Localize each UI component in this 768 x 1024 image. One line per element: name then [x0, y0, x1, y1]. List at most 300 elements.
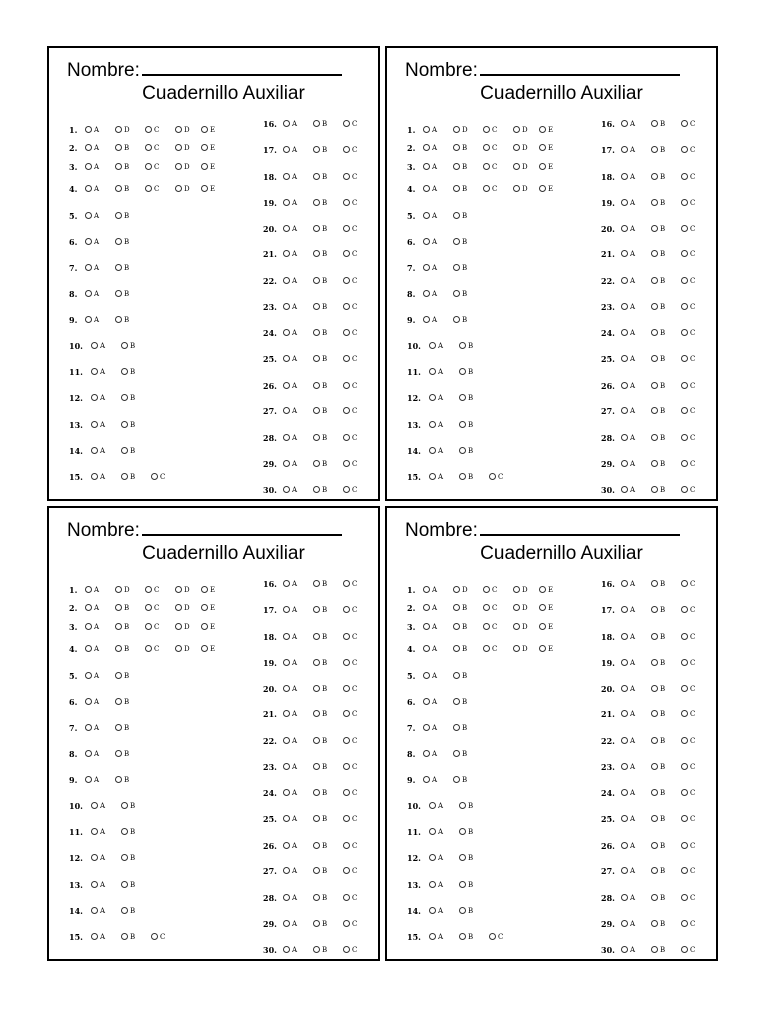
answer-option[interactable] — [483, 142, 498, 154]
answer-option[interactable] — [313, 604, 327, 616]
bubble-icon[interactable] — [175, 645, 182, 652]
answer-option[interactable] — [343, 708, 358, 720]
bubble-icon[interactable] — [621, 355, 628, 362]
answer-option[interactable] — [429, 879, 443, 891]
bubble-icon[interactable] — [539, 586, 546, 593]
answer-option[interactable] — [201, 142, 215, 154]
bubble-icon[interactable] — [343, 920, 350, 927]
bubble-icon[interactable] — [313, 355, 320, 362]
bubble-icon[interactable] — [453, 290, 460, 297]
answer-option[interactable] — [121, 826, 135, 838]
answer-option[interactable] — [115, 262, 129, 274]
answer-option[interactable] — [283, 578, 297, 590]
bubble-icon[interactable] — [115, 316, 122, 323]
bubble-icon[interactable] — [539, 185, 546, 192]
answer-option[interactable] — [313, 171, 327, 183]
answer-option[interactable] — [483, 584, 498, 596]
bubble-icon[interactable] — [201, 623, 208, 630]
bubble-icon[interactable] — [151, 933, 158, 940]
bubble-icon[interactable] — [429, 828, 436, 835]
answer-option[interactable] — [621, 275, 635, 287]
bubble-icon[interactable] — [313, 329, 320, 336]
bubble-icon[interactable] — [651, 685, 658, 692]
answer-option[interactable] — [283, 840, 297, 852]
bubble-icon[interactable] — [423, 623, 430, 630]
bubble-icon[interactable] — [175, 144, 182, 151]
answer-option[interactable] — [423, 314, 437, 326]
bubble-icon[interactable] — [313, 659, 320, 666]
bubble-icon[interactable] — [539, 126, 546, 133]
bubble-icon[interactable] — [85, 672, 92, 679]
answer-option[interactable] — [423, 142, 437, 154]
answer-option[interactable] — [483, 124, 498, 136]
answer-option[interactable] — [343, 761, 358, 773]
bubble-icon[interactable] — [85, 724, 92, 731]
answer-option[interactable] — [681, 405, 696, 417]
bubble-icon[interactable] — [513, 645, 520, 652]
answer-option[interactable] — [115, 643, 129, 655]
answer-option[interactable] — [681, 432, 696, 444]
bubble-icon[interactable] — [651, 946, 658, 953]
answer-option[interactable] — [121, 366, 135, 378]
bubble-icon[interactable] — [313, 946, 320, 953]
bubble-icon[interactable] — [91, 342, 98, 349]
bubble-icon[interactable] — [681, 434, 688, 441]
bubble-icon[interactable] — [621, 173, 628, 180]
bubble-icon[interactable] — [453, 623, 460, 630]
bubble-icon[interactable] — [313, 737, 320, 744]
bubble-icon[interactable] — [513, 623, 520, 630]
answer-option[interactable] — [513, 142, 528, 154]
bubble-icon[interactable] — [91, 447, 98, 454]
answer-option[interactable] — [539, 584, 553, 596]
bubble-icon[interactable] — [283, 867, 290, 874]
bubble-icon[interactable] — [681, 920, 688, 927]
answer-option[interactable] — [343, 432, 358, 444]
bubble-icon[interactable] — [513, 604, 520, 611]
answer-option[interactable] — [175, 142, 190, 154]
bubble-icon[interactable] — [651, 434, 658, 441]
answer-option[interactable] — [681, 484, 696, 496]
answer-option[interactable] — [489, 471, 504, 483]
answer-option[interactable] — [283, 683, 297, 695]
answer-option[interactable] — [459, 931, 473, 943]
bubble-icon[interactable] — [651, 407, 658, 414]
bubble-icon[interactable] — [651, 277, 658, 284]
bubble-icon[interactable] — [313, 199, 320, 206]
answer-option[interactable] — [453, 621, 467, 633]
bubble-icon[interactable] — [651, 867, 658, 874]
answer-option[interactable] — [283, 657, 297, 669]
bubble-icon[interactable] — [681, 710, 688, 717]
bubble-icon[interactable] — [621, 486, 628, 493]
bubble-icon[interactable] — [201, 586, 208, 593]
answer-option[interactable] — [283, 353, 297, 365]
answer-option[interactable] — [651, 380, 665, 392]
answer-option[interactable] — [681, 892, 696, 904]
answer-option[interactable] — [621, 840, 635, 852]
bubble-icon[interactable] — [85, 586, 92, 593]
bubble-icon[interactable] — [429, 473, 436, 480]
bubble-icon[interactable] — [681, 815, 688, 822]
answer-option[interactable] — [651, 405, 665, 417]
bubble-icon[interactable] — [115, 586, 122, 593]
answer-option[interactable] — [313, 458, 327, 470]
bubble-icon[interactable] — [283, 303, 290, 310]
answer-option[interactable] — [459, 800, 473, 812]
bubble-icon[interactable] — [115, 623, 122, 630]
answer-option[interactable] — [145, 183, 160, 195]
bubble-icon[interactable] — [175, 623, 182, 630]
bubble-icon[interactable] — [121, 342, 128, 349]
bubble-icon[interactable] — [651, 382, 658, 389]
answer-option[interactable] — [453, 161, 467, 173]
answer-option[interactable] — [651, 892, 665, 904]
answer-option[interactable] — [651, 353, 665, 365]
bubble-icon[interactable] — [283, 737, 290, 744]
bubble-icon[interactable] — [423, 645, 430, 652]
answer-option[interactable] — [429, 471, 443, 483]
answer-option[interactable] — [459, 366, 473, 378]
answer-option[interactable] — [423, 210, 437, 222]
answer-option[interactable] — [621, 657, 635, 669]
answer-option[interactable] — [283, 735, 297, 747]
bubble-icon[interactable] — [343, 580, 350, 587]
answer-option[interactable] — [91, 826, 105, 838]
answer-option[interactable] — [313, 735, 327, 747]
bubble-icon[interactable] — [313, 173, 320, 180]
bubble-icon[interactable] — [423, 750, 430, 757]
answer-option[interactable] — [651, 683, 665, 695]
bubble-icon[interactable] — [343, 815, 350, 822]
bubble-icon[interactable] — [85, 645, 92, 652]
answer-option[interactable] — [621, 865, 635, 877]
bubble-icon[interactable] — [313, 580, 320, 587]
bubble-icon[interactable] — [483, 185, 490, 192]
bubble-icon[interactable] — [423, 316, 430, 323]
answer-option[interactable] — [651, 484, 665, 496]
answer-option[interactable] — [621, 171, 635, 183]
answer-option[interactable] — [459, 879, 473, 891]
bubble-icon[interactable] — [453, 163, 460, 170]
answer-option[interactable] — [621, 813, 635, 825]
bubble-icon[interactable] — [313, 120, 320, 127]
bubble-icon[interactable] — [453, 586, 460, 593]
bubble-icon[interactable] — [145, 185, 152, 192]
bubble-icon[interactable] — [343, 329, 350, 336]
bubble-icon[interactable] — [651, 633, 658, 640]
answer-option[interactable] — [513, 621, 528, 633]
answer-option[interactable] — [115, 183, 129, 195]
answer-option[interactable] — [91, 471, 105, 483]
bubble-icon[interactable] — [483, 604, 490, 611]
answer-option[interactable] — [145, 621, 160, 633]
bubble-icon[interactable] — [283, 659, 290, 666]
bubble-icon[interactable] — [681, 763, 688, 770]
bubble-icon[interactable] — [429, 447, 436, 454]
bubble-icon[interactable] — [343, 303, 350, 310]
bubble-icon[interactable] — [621, 789, 628, 796]
bubble-icon[interactable] — [513, 586, 520, 593]
bubble-icon[interactable] — [343, 225, 350, 232]
answer-option[interactable] — [513, 161, 528, 173]
answer-option[interactable] — [343, 892, 358, 904]
bubble-icon[interactable] — [115, 163, 122, 170]
answer-option[interactable] — [429, 445, 443, 457]
answer-option[interactable] — [313, 380, 327, 392]
bubble-icon[interactable] — [283, 685, 290, 692]
answer-option[interactable] — [343, 248, 358, 260]
answer-option[interactable] — [681, 578, 696, 590]
answer-option[interactable] — [283, 223, 297, 235]
bubble-icon[interactable] — [85, 238, 92, 245]
bubble-icon[interactable] — [283, 225, 290, 232]
answer-option[interactable] — [283, 327, 297, 339]
answer-option[interactable] — [681, 197, 696, 209]
answer-option[interactable] — [621, 631, 635, 643]
bubble-icon[interactable] — [513, 126, 520, 133]
answer-option[interactable] — [423, 774, 437, 786]
bubble-icon[interactable] — [483, 163, 490, 170]
bubble-icon[interactable] — [651, 894, 658, 901]
bubble-icon[interactable] — [621, 710, 628, 717]
answer-option[interactable] — [423, 183, 437, 195]
answer-option[interactable] — [453, 643, 467, 655]
bubble-icon[interactable] — [621, 329, 628, 336]
bubble-icon[interactable] — [423, 290, 430, 297]
bubble-icon[interactable] — [651, 355, 658, 362]
bubble-icon[interactable] — [621, 633, 628, 640]
answer-option[interactable] — [313, 892, 327, 904]
answer-option[interactable] — [343, 578, 358, 590]
answer-option[interactable] — [423, 161, 437, 173]
bubble-icon[interactable] — [115, 645, 122, 652]
bubble-icon[interactable] — [115, 185, 122, 192]
answer-option[interactable] — [681, 944, 696, 956]
answer-option[interactable] — [539, 161, 553, 173]
bubble-icon[interactable] — [483, 126, 490, 133]
answer-option[interactable] — [429, 392, 443, 404]
bubble-icon[interactable] — [85, 126, 92, 133]
bubble-icon[interactable] — [483, 144, 490, 151]
answer-option[interactable] — [621, 353, 635, 365]
answer-option[interactable] — [539, 602, 553, 614]
bubble-icon[interactable] — [85, 698, 92, 705]
answer-option[interactable] — [621, 118, 635, 130]
bubble-icon[interactable] — [681, 842, 688, 849]
answer-option[interactable] — [483, 602, 498, 614]
bubble-icon[interactable] — [621, 303, 628, 310]
answer-option[interactable] — [151, 931, 166, 943]
answer-option[interactable] — [343, 171, 358, 183]
answer-option[interactable] — [283, 892, 297, 904]
answer-option[interactable] — [121, 471, 135, 483]
answer-option[interactable] — [283, 171, 297, 183]
bubble-icon[interactable] — [201, 144, 208, 151]
answer-option[interactable] — [651, 840, 665, 852]
answer-option[interactable] — [681, 458, 696, 470]
answer-option[interactable] — [283, 405, 297, 417]
bubble-icon[interactable] — [681, 250, 688, 257]
answer-option[interactable] — [283, 631, 297, 643]
bubble-icon[interactable] — [681, 199, 688, 206]
bubble-icon[interactable] — [681, 329, 688, 336]
answer-option[interactable] — [85, 124, 99, 136]
bubble-icon[interactable] — [651, 842, 658, 849]
bubble-icon[interactable] — [313, 407, 320, 414]
answer-option[interactable] — [313, 657, 327, 669]
answer-option[interactable] — [283, 380, 297, 392]
answer-option[interactable] — [459, 852, 473, 864]
bubble-icon[interactable] — [91, 473, 98, 480]
bubble-icon[interactable] — [343, 407, 350, 414]
answer-option[interactable] — [283, 118, 297, 130]
answer-option[interactable] — [121, 392, 135, 404]
bubble-icon[interactable] — [539, 144, 546, 151]
answer-option[interactable] — [145, 161, 160, 173]
bubble-icon[interactable] — [681, 407, 688, 414]
answer-option[interactable] — [283, 484, 297, 496]
bubble-icon[interactable] — [453, 672, 460, 679]
answer-option[interactable] — [121, 340, 135, 352]
bubble-icon[interactable] — [283, 710, 290, 717]
answer-option[interactable] — [115, 696, 129, 708]
answer-option[interactable] — [651, 248, 665, 260]
answer-option[interactable] — [681, 144, 696, 156]
answer-option[interactable] — [115, 722, 129, 734]
answer-option[interactable] — [343, 458, 358, 470]
bubble-icon[interactable] — [343, 842, 350, 849]
bubble-icon[interactable] — [121, 421, 128, 428]
bubble-icon[interactable] — [453, 698, 460, 705]
answer-option[interactable] — [283, 944, 297, 956]
answer-option[interactable] — [91, 931, 105, 943]
answer-option[interactable] — [453, 142, 467, 154]
bubble-icon[interactable] — [283, 894, 290, 901]
answer-option[interactable] — [453, 288, 467, 300]
answer-option[interactable] — [423, 124, 437, 136]
answer-option[interactable] — [343, 353, 358, 365]
answer-option[interactable] — [681, 735, 696, 747]
bubble-icon[interactable] — [115, 238, 122, 245]
bubble-icon[interactable] — [175, 126, 182, 133]
answer-option[interactable] — [681, 708, 696, 720]
answer-option[interactable] — [115, 621, 129, 633]
bubble-icon[interactable] — [145, 144, 152, 151]
answer-option[interactable] — [423, 621, 437, 633]
bubble-icon[interactable] — [681, 277, 688, 284]
answer-option[interactable] — [343, 223, 358, 235]
answer-option[interactable] — [175, 621, 190, 633]
answer-option[interactable] — [313, 631, 327, 643]
bubble-icon[interactable] — [489, 473, 496, 480]
answer-option[interactable] — [621, 578, 635, 590]
bubble-icon[interactable] — [621, 815, 628, 822]
bubble-icon[interactable] — [175, 604, 182, 611]
bubble-icon[interactable] — [91, 854, 98, 861]
answer-option[interactable] — [539, 621, 553, 633]
answer-option[interactable] — [681, 118, 696, 130]
bubble-icon[interactable] — [343, 120, 350, 127]
answer-option[interactable] — [343, 484, 358, 496]
answer-option[interactable] — [283, 144, 297, 156]
bubble-icon[interactable] — [283, 842, 290, 849]
answer-option[interactable] — [681, 248, 696, 260]
bubble-icon[interactable] — [453, 776, 460, 783]
answer-option[interactable] — [175, 584, 190, 596]
answer-option[interactable] — [539, 183, 553, 195]
bubble-icon[interactable] — [681, 685, 688, 692]
bubble-icon[interactable] — [459, 421, 466, 428]
answer-option[interactable] — [621, 708, 635, 720]
bubble-icon[interactable] — [85, 750, 92, 757]
answer-option[interactable] — [651, 708, 665, 720]
answer-option[interactable] — [483, 183, 498, 195]
answer-option[interactable] — [343, 840, 358, 852]
answer-option[interactable] — [85, 210, 99, 222]
bubble-icon[interactable] — [343, 737, 350, 744]
bubble-icon[interactable] — [429, 802, 436, 809]
answer-option[interactable] — [681, 813, 696, 825]
bubble-icon[interactable] — [423, 264, 430, 271]
bubble-icon[interactable] — [121, 881, 128, 888]
answer-option[interactable] — [121, 419, 135, 431]
bubble-icon[interactable] — [539, 163, 546, 170]
bubble-icon[interactable] — [651, 329, 658, 336]
bubble-icon[interactable] — [91, 907, 98, 914]
answer-option[interactable] — [459, 392, 473, 404]
answer-option[interactable] — [343, 944, 358, 956]
bubble-icon[interactable] — [313, 894, 320, 901]
answer-option[interactable] — [681, 631, 696, 643]
answer-option[interactable] — [85, 722, 99, 734]
bubble-icon[interactable] — [621, 946, 628, 953]
answer-option[interactable] — [91, 905, 105, 917]
bubble-icon[interactable] — [343, 894, 350, 901]
answer-option[interactable] — [121, 800, 135, 812]
bubble-icon[interactable] — [651, 789, 658, 796]
bubble-icon[interactable] — [91, 394, 98, 401]
bubble-icon[interactable] — [453, 604, 460, 611]
answer-option[interactable] — [453, 670, 467, 682]
answer-option[interactable] — [651, 171, 665, 183]
answer-option[interactable] — [459, 445, 473, 457]
bubble-icon[interactable] — [91, 828, 98, 835]
bubble-icon[interactable] — [621, 277, 628, 284]
bubble-icon[interactable] — [423, 776, 430, 783]
answer-option[interactable] — [651, 604, 665, 616]
bubble-icon[interactable] — [651, 486, 658, 493]
bubble-icon[interactable] — [313, 460, 320, 467]
answer-option[interactable] — [621, 918, 635, 930]
bubble-icon[interactable] — [651, 606, 658, 613]
answer-option[interactable] — [343, 604, 358, 616]
bubble-icon[interactable] — [621, 407, 628, 414]
bubble-icon[interactable] — [621, 894, 628, 901]
answer-option[interactable] — [489, 931, 504, 943]
answer-option[interactable] — [681, 918, 696, 930]
bubble-icon[interactable] — [513, 144, 520, 151]
bubble-icon[interactable] — [85, 776, 92, 783]
answer-option[interactable] — [175, 124, 190, 136]
answer-option[interactable] — [651, 761, 665, 773]
answer-option[interactable] — [283, 918, 297, 930]
bubble-icon[interactable] — [423, 672, 430, 679]
bubble-icon[interactable] — [483, 623, 490, 630]
bubble-icon[interactable] — [681, 946, 688, 953]
answer-option[interactable] — [621, 944, 635, 956]
answer-option[interactable] — [145, 124, 160, 136]
